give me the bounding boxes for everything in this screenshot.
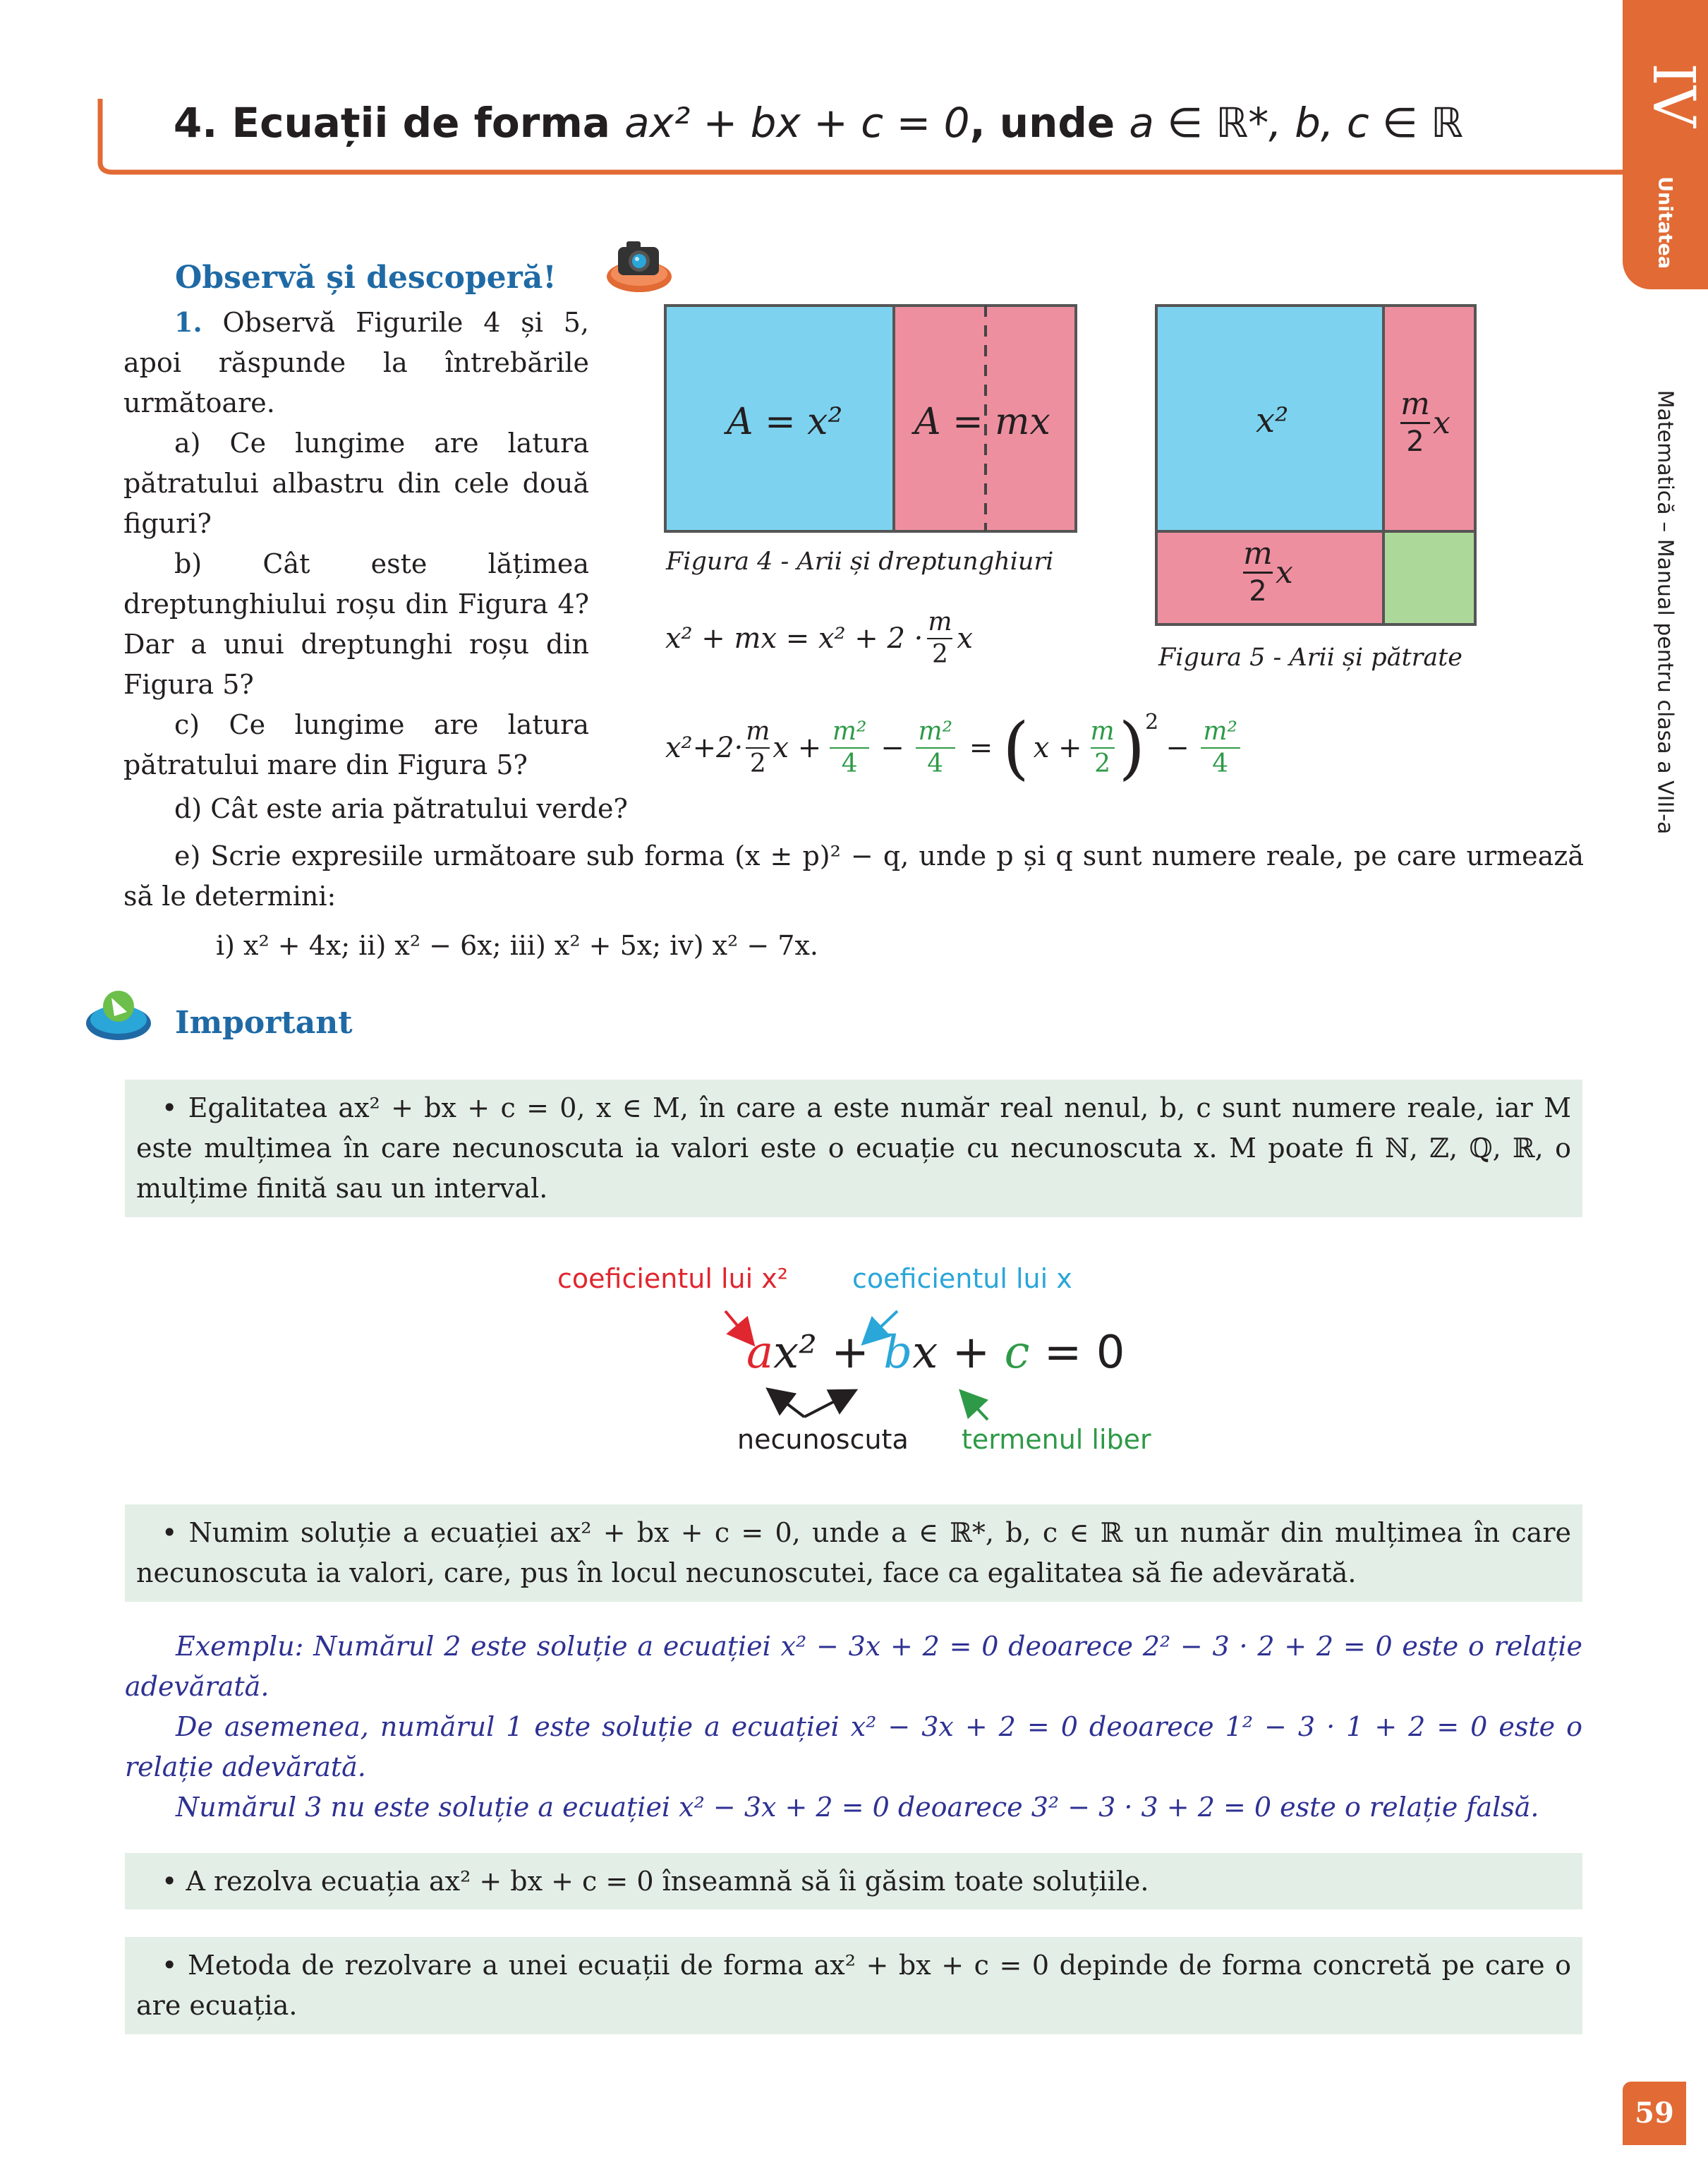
item-text: Observă Figurile 4 și 5, apoi răspunde la întrebările următoare. bbox=[123, 307, 589, 418]
question-e: e) Scrie expresiile următoare sub forma (x ± p)² − q, unde p și q sunt numere reale, pe care urmează să le determini: bbox=[123, 840, 1584, 912]
important-icon bbox=[83, 981, 154, 1044]
question-d: d) Cât este aria pătratului verde? bbox=[174, 793, 628, 824]
book-title: Matematică – Manual pentru clasa a VIII-a bbox=[1652, 390, 1678, 835]
question-c: c) Ce lungime are latura pătratului mare din Figura 5? bbox=[123, 709, 589, 780]
example-1: Exemplu: Numărul 2 este soluție a ecuației x² − 3x + 2 = 0 deoarece 2² − 3 · 2 + 2 = 0 este o relație adevărată. bbox=[125, 1631, 1582, 1702]
important-box-4: • Metoda de rezolvare a unei ecuații de forma ax² + bx + c = 0 depinde de forma concretă pe care o are ecuația. bbox=[125, 1937, 1582, 2034]
figure-4-blue-label: A = x² bbox=[727, 401, 843, 443]
example-2: De asemenea, numărul 1 este soluție a ecuației x² − 3x + 2 = 0 deoarece 1² − 3 · 1 + 2 = 0 este o relație adevărată. bbox=[125, 1711, 1582, 1782]
figure-5 bbox=[1154, 303, 1479, 628]
label-coef-b: coeficientul lui x bbox=[852, 1263, 1072, 1294]
figure-5-right-label: m 2 x bbox=[1400, 386, 1450, 458]
important-box-1: • Egalitatea ax² + bx + c = 0, x ∈ M, în care a este număr real nenul, b, c sunt numere reale, iar M este mulțimea în care necunoscuta ia valori este o ecuație cu necunoscuta x. M poate fi ℕ, ℤ, ℚ, ℝ, o mulțime finită sau un interval. bbox=[125, 1080, 1582, 1217]
diagram-equation: ax² + bx + c = 0 bbox=[746, 1327, 1125, 1379]
important-box-3: • A rezolva ecuația ax² + bx + c = 0 înseamnă să îi găsim toate soluțiile. bbox=[125, 1853, 1582, 1909]
page-number: 59 bbox=[1623, 2082, 1686, 2145]
important-heading: Important bbox=[175, 1005, 353, 1041]
unit-label: Unitatea bbox=[1654, 176, 1676, 269]
label-coef-a: coeficientul lui x² bbox=[557, 1263, 788, 1294]
unit-number: IV bbox=[1640, 63, 1707, 128]
observe-text bbox=[123, 302, 589, 785]
figure-5-bottom-label: m 2 x bbox=[1243, 536, 1293, 608]
example-3: Numărul 3 nu este soluție a ecuației x² − 3x + 2 = 0 deoarece 3² − 3 · 3 + 2 = 0 este o relație falsă. bbox=[176, 1792, 1539, 1823]
formula-2: x²+2· m 2 x + m² 4 − m² 4 = ( x + m 2 ) 2 − m² 4 bbox=[665, 706, 1244, 790]
figure-4-pink-label: A = mx bbox=[914, 401, 1050, 443]
formula-1: x² + mx = x² + 2 · m 2 x bbox=[665, 608, 973, 669]
label-free-term: termenul liber bbox=[962, 1424, 1151, 1455]
question-a: a) Ce lungime are latura pătratului albastru din cele două figuri? bbox=[123, 428, 589, 539]
figure-5-caption: Figura 5 - Arii și pătrate bbox=[1158, 644, 1463, 672]
figure-5-blue-label: x² bbox=[1256, 401, 1289, 440]
item-number: 1. bbox=[174, 306, 202, 338]
label-unknown: necunoscuta bbox=[737, 1424, 909, 1455]
figure-4-caption: Figura 4 - Arii și dreptunghiuri bbox=[666, 548, 1054, 576]
question-b: b) Cât este lățimea dreptunghiului roșu din Figura 4? Dar a unui dreptunghi roșu din Figura 5? bbox=[123, 548, 589, 700]
observe-heading: Observă și descoperă! bbox=[175, 260, 557, 296]
camera-icon bbox=[604, 233, 674, 296]
important-box-2: • Numim soluție a ecuației ax² + bx + c = 0, unde a ∈ ℝ*, b, c ∈ ℝ un număr din mulțimea în care necunoscuta ia valori, care, pus în locul necunoscutei, face ca egalitatea să fie adevărată. bbox=[125, 1504, 1582, 1602]
page-title: 4. Ecuații de forma ax² + bx + c = 0, unde a ∈ ℝ*, b, c ∈ ℝ bbox=[173, 99, 1464, 147]
question-e-items: i) x² + 4x; ii) x² − 6x; iii) x² + 5x; iv) x² − 7x. bbox=[216, 930, 818, 961]
